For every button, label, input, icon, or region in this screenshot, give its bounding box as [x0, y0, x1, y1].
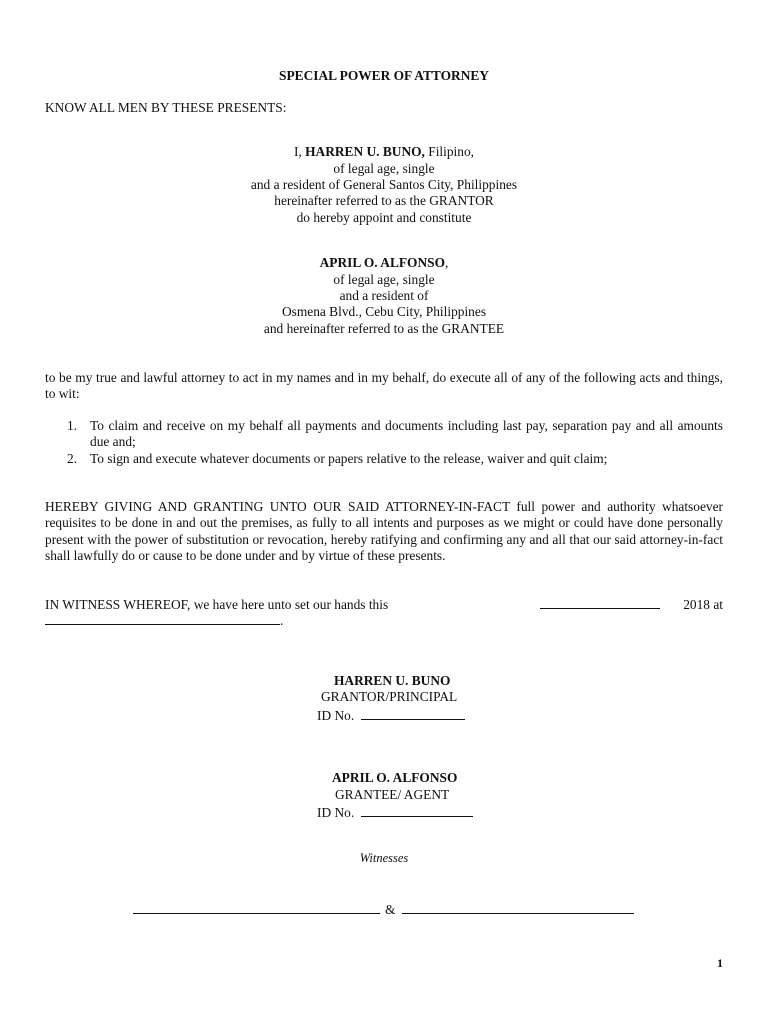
- witness-clause-end: .: [280, 613, 284, 628]
- grantee-line-5: and hereinafter referred to as the GRANTEE: [263, 321, 505, 336]
- grantor-line-5: do hereby appoint and constitute: [296, 210, 472, 225]
- grantor-signatory-role: GRANTOR/PRINCIPAL: [321, 689, 458, 704]
- page-number: 1: [717, 956, 723, 970]
- grantee-signatory-role: GRANTEE/ AGENT: [335, 787, 450, 802]
- grantor-name: HARREN U. BUNO,: [305, 144, 425, 159]
- grantee-line-3: and a resident of: [339, 288, 429, 303]
- grantee-id-blank[interactable]: [361, 804, 473, 817]
- grantee-id-label: ID No.: [317, 805, 355, 820]
- witness-1-signature-blank[interactable]: [133, 901, 380, 914]
- grantee-id-line: [317, 804, 473, 821]
- document-title: SPECIAL POWER OF ATTORNEY: [279, 68, 489, 83]
- intro-paragraph: to be my true and lawful attorney to act in my names and in my behalf, do execute all of any of the following acts and things, to wit:: [45, 370, 723, 402]
- list-item-text: To claim and receive on my behalf all payments and documents including last pay, separation pay and all amounts due and;: [90, 418, 723, 450]
- grantor-signatory-name: HARREN U. BUNO: [334, 673, 451, 688]
- list-item: [45, 418, 723, 451]
- list-item-number: 2.: [67, 450, 78, 466]
- grantee-line-1: [0, 255, 768, 271]
- place-blank[interactable]: [45, 612, 280, 625]
- grantor-id-label: ID No.: [317, 708, 355, 723]
- grantor-line-4: hereinafter referred to as the GRANTOR: [274, 193, 494, 208]
- date-blank[interactable]: [540, 596, 660, 609]
- grantee-name: APRIL O. ALFONSO: [319, 255, 445, 270]
- grantor-prefix: I,: [293, 144, 306, 159]
- list-item-number: 1.: [67, 418, 78, 433]
- list-item: [45, 451, 723, 467]
- grantee-line-2: of legal age, single: [333, 272, 435, 287]
- grantor-id-blank[interactable]: [361, 707, 465, 720]
- grantor-id-line: [317, 707, 465, 724]
- salutation: KNOW ALL MEN BY THESE PRESENTS:: [45, 100, 287, 115]
- acts-list: [45, 418, 723, 467]
- list-item-text: To sign and execute whatever documents or papers relative to the release, waiver and quit claim;: [90, 450, 608, 466]
- witnesses-label: Witnesses: [359, 851, 409, 865]
- witness-clause-text: IN WITNESS WHEREOF, we have here unto set our hands this: [45, 597, 389, 612]
- witness-year: 2018 at: [683, 597, 723, 612]
- grantor-line-3: and a resident of General Santos City, Philippines: [250, 177, 518, 192]
- grantee-comma: ,: [445, 255, 449, 270]
- grantor-nationality: Filipino,: [424, 144, 475, 159]
- witness-2-signature-blank[interactable]: [402, 901, 634, 914]
- grantor-line-1: [0, 144, 768, 160]
- grantee-signatory-name: APRIL O. ALFONSO: [332, 770, 458, 785]
- witness-separator: &: [385, 902, 396, 917]
- grantor-line-2: of legal age, single: [333, 161, 435, 176]
- grantee-line-4: Osmena Blvd., Cebu City, Philippines: [281, 304, 487, 319]
- granting-paragraph: HEREBY GIVING AND GRANTING UNTO OUR SAID ATTORNEY-IN-FACT full power and authority whatsoever requisites to be done in and out the premises, as fully to all intents and purposes as we might or could have done personally present with the power of substitution or revocation, hereby ratifying and confirming any and all that our said attorney-in-fact shall lawfully do or cause to be done under and by virtue of these presents.: [45, 499, 723, 564]
